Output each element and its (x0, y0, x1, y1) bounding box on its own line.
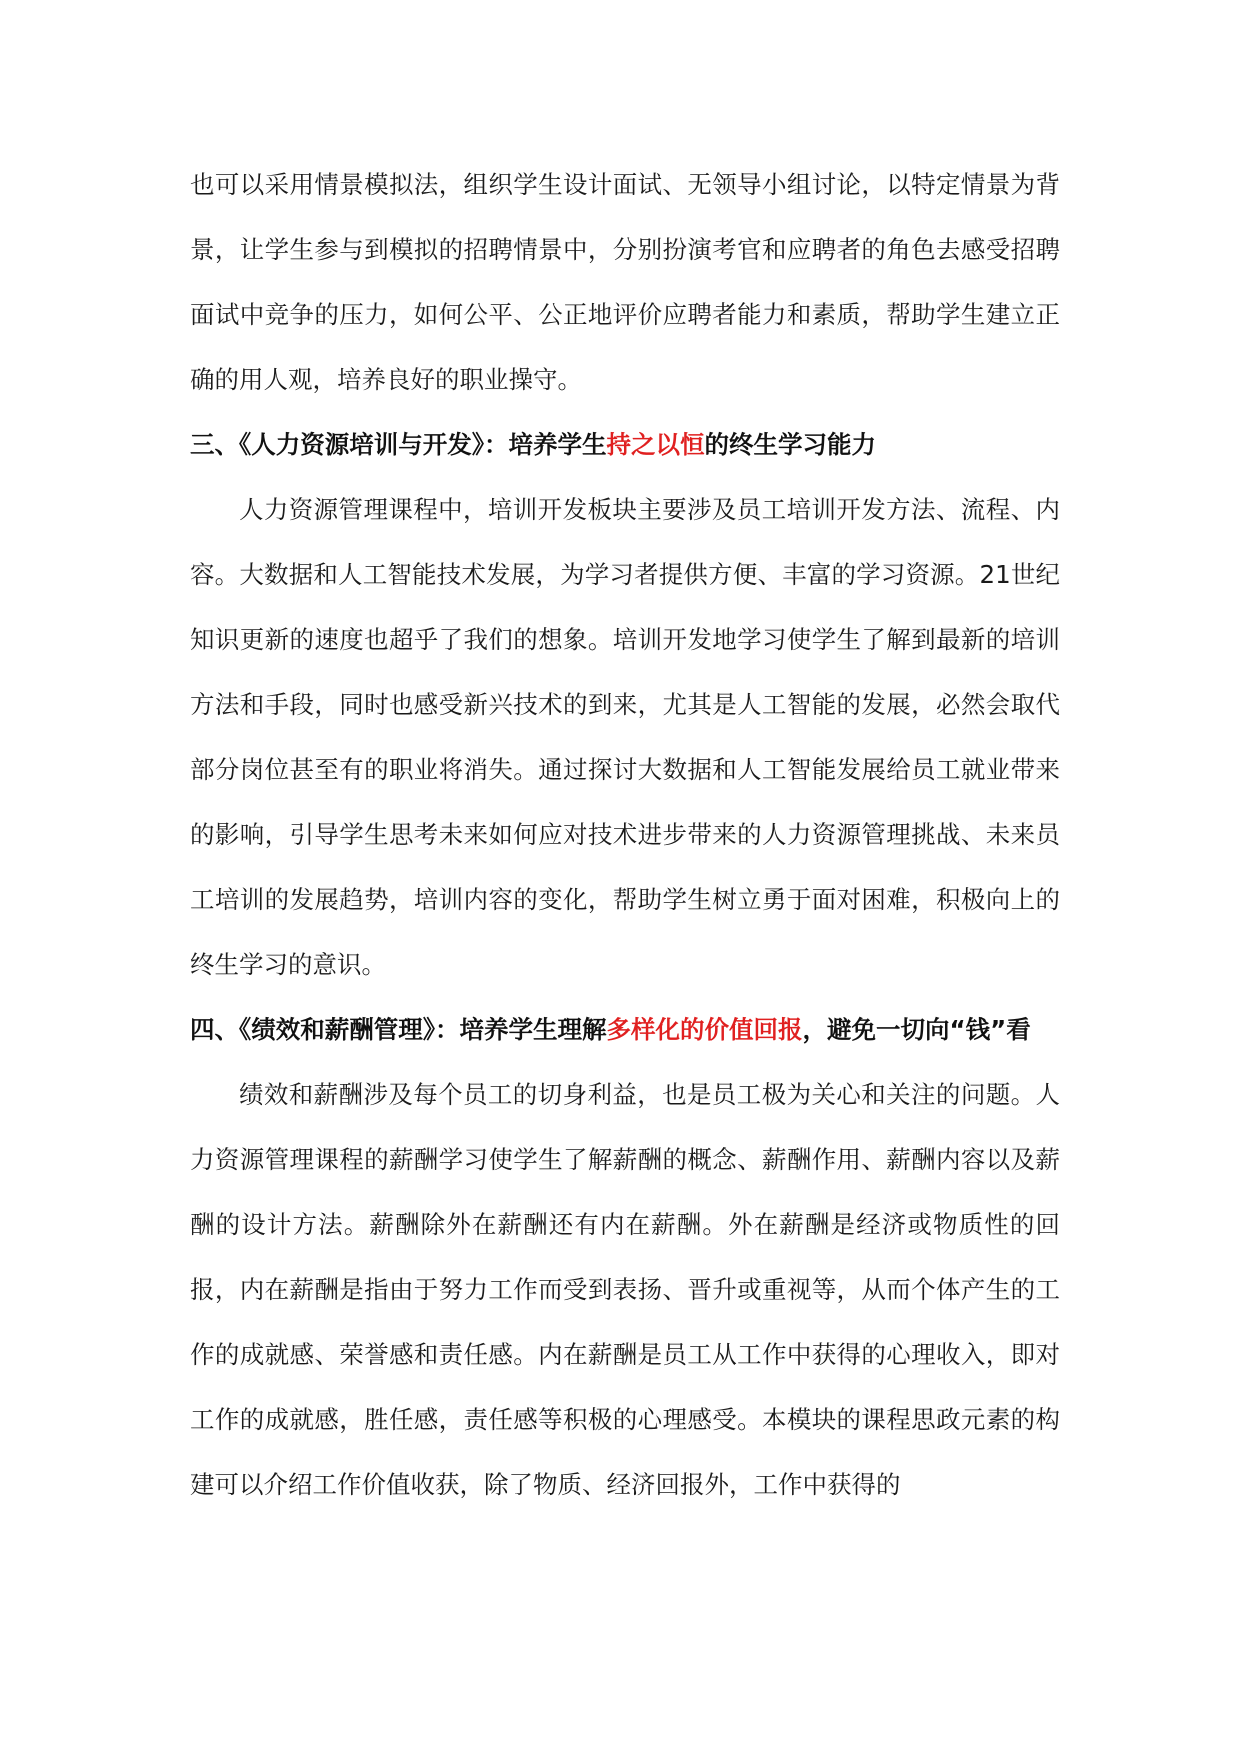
section-4-paragraph: 绩效和薪酬涉及每个员工的切身利益，也是员工极为关心和关注的问题。人力资源管理课程的薪酬学习使学生了解薪酬的概念、薪酬作用、薪酬内容以及薪酬的设计方法。薪酬除外在薪酬还有内在薪酬。外在薪酬是经济或物质性的回报，内在薪酬是指由于努力工作而受到表扬、晋升或重视等，从而个体产生的工作的成就感、荣誉感和责任感。内在薪酬是员工从工作中获得的心理收入，即对工作的成就感，胜任感，责任感等积极的心理感受。本模块的课程思政元素的构建可以介绍工作价值收获，除了物质、经济回报外，工作中获得的 (190, 1080, 1060, 1499)
section-3-heading-highlight: 持之以恒 (606, 430, 705, 459)
intro-paragraph: 也可以采用情景模拟法，组织学生设计面试、无领导小组讨论，以特定情景为背景，让学生参与到模拟的招聘情景中，分别扮演考官和应聘者的角色去感受招聘面试中竞争的压力，如何公平、公正地评价应聘者能力和素质，帮助学生建立正确的用人观，培养良好的职业操守。 (190, 170, 1060, 394)
section-4-heading-suffix: ，避免一切向“钱”看 (802, 1015, 1031, 1044)
section-4-heading-prefix: 四、《绩效和薪酬管理》：培养学生理解 (190, 1015, 607, 1044)
section-4-heading (190, 997, 1060, 1062)
section-3-heading-prefix: 三、《人力资源培训与开发》：培养学生 (190, 430, 607, 459)
section-3-heading (190, 412, 1060, 477)
section-3-heading-suffix: 的终生学习能力 (704, 430, 876, 459)
document-page (190, 152, 1060, 1517)
section-3-paragraph: 人力资源管理课程中，培训开发板块主要涉及员工培训开发方法、流程、内容。大数据和人工智能技术发展，为学习者提供方便、丰富的学习资源。21世纪知识更新的速度也超乎了我们的想象。培训开发地学习使学生了解到最新的培训方法和手段，同时也感受新兴技术的到来，尤其是人工智能的发展，必然会取代部分岗位甚至有的职业将消失。通过探讨大数据和人工智能发展给员工就业带来的影响，引导学生思考未来如何应对技术进步带来的人力资源管理挑战、未来员工培训的发展趋势，培训内容的变化，帮助学生树立勇于面对困难，积极向上的终生学习的意识。 (190, 495, 1060, 979)
section-4-heading-highlight: 多样化的价值回报 (606, 1015, 803, 1044)
